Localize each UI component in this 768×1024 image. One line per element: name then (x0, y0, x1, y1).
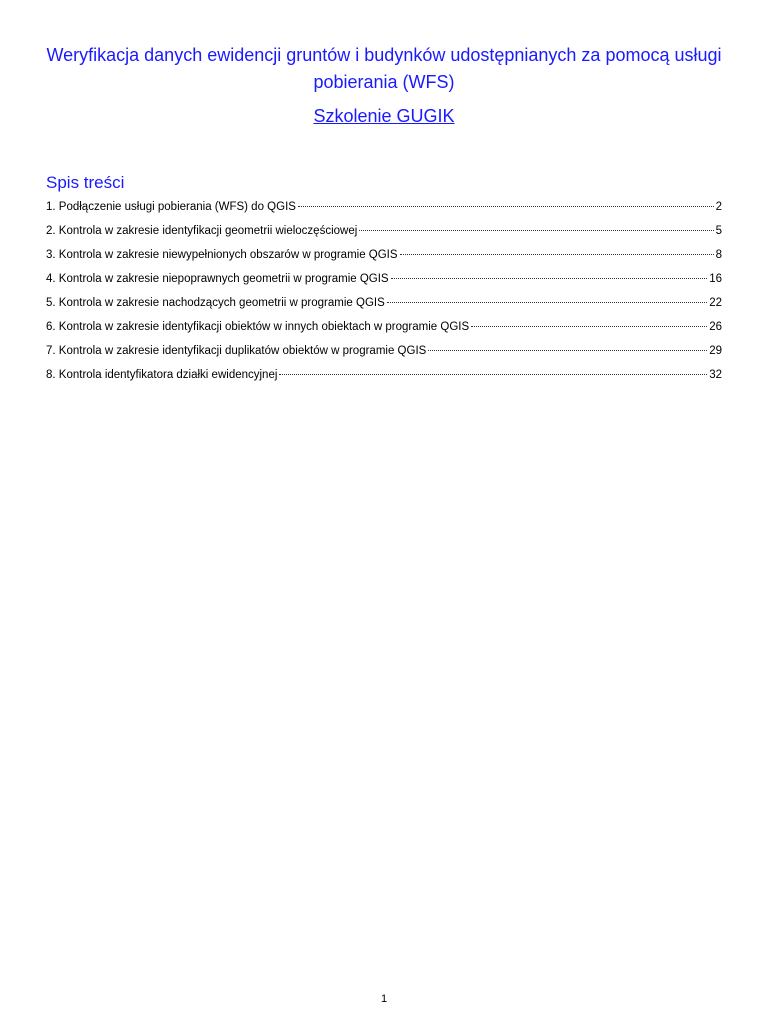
toc-entry-label: 5. Kontrola w zakresie nachodzących geometrii w programie QGIS (46, 297, 385, 309)
table-of-contents (46, 195, 722, 387)
subtitle-link[interactable]: Szkolenie GUGIK (313, 106, 455, 126)
toc-entry[interactable] (46, 195, 722, 219)
toc-entry-label: 6. Kontrola w zakresie identyfikacji obiektów w innych obiektach w programie QGIS (46, 321, 470, 333)
toc-entry[interactable] (46, 267, 722, 291)
toc-entry[interactable] (46, 291, 722, 315)
subtitle-container (0, 104, 768, 128)
toc-entry-label: 4. Kontrola w zakresie niepoprawnych geometrii w programie QGIS (46, 273, 389, 285)
toc-entry-page: 22 (709, 297, 722, 309)
toc-entry-page: 29 (709, 345, 722, 357)
toc-dot-leader (359, 230, 713, 231)
toc-dot-leader (391, 278, 708, 279)
toc-dot-leader (279, 374, 707, 375)
toc-entry-page: 2 (715, 201, 722, 213)
toc-entry[interactable] (46, 243, 722, 267)
toc-entry-label: 7. Kontrola w zakresie identyfikacji duplikatów obiektów w programie QGIS (46, 345, 427, 357)
toc-dot-leader (298, 206, 714, 207)
toc-dot-leader (428, 350, 707, 351)
toc-entry-label: 8. Kontrola identyfikatora działki ewidencyjnej (46, 369, 278, 381)
toc-entry-label: 3. Kontrola w zakresie niewypełnionych obszarów w programie QGIS (46, 249, 398, 261)
toc-entry[interactable] (46, 339, 722, 363)
toc-entry[interactable] (46, 219, 722, 243)
toc-entry-page: 26 (709, 321, 722, 333)
document-title: Weryfikacja danych ewidencji gruntów i budynków udostępnianych za pomocą usługi pobierania (WFS) (46, 45, 722, 92)
toc-heading: Spis treści (46, 173, 125, 192)
toc-entry-page: 16 (709, 273, 722, 285)
toc-dot-leader (400, 254, 714, 255)
toc-dot-leader (471, 326, 707, 327)
toc-entry-page: 5 (715, 225, 722, 237)
toc-entry-page: 32 (709, 369, 722, 381)
toc-dot-leader (387, 302, 707, 303)
toc-entry[interactable] (46, 315, 722, 339)
toc-entry-label: 2. Kontrola w zakresie identyfikacji geometrii wieloczęściowej (46, 225, 358, 237)
toc-entry[interactable] (46, 363, 722, 387)
page-number: 1 (380, 993, 388, 1005)
toc-entry-label: 1. Podłączenie usługi pobierania (WFS) do QGIS (46, 201, 296, 213)
toc-entry-page: 8 (715, 249, 722, 261)
